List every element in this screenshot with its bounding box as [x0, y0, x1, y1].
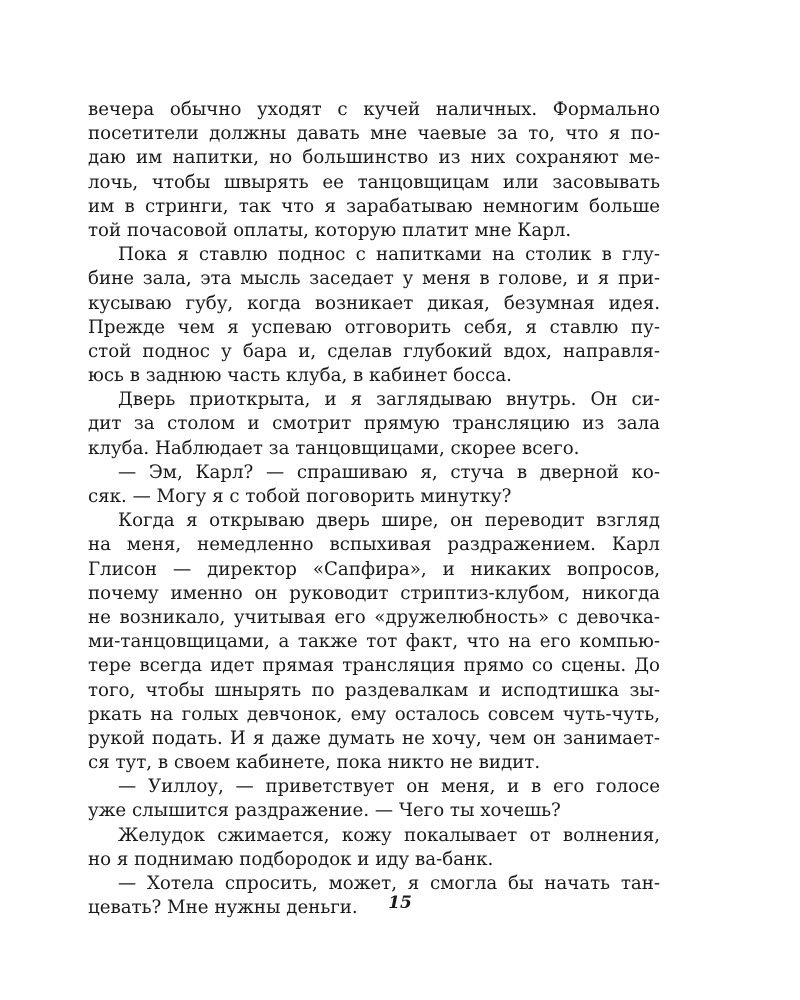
- text-line: на меня, немедленно вспыхивая раздражением. Карл: [88, 534, 660, 556]
- text-line: цевать? Мне нужны деньги.: [88, 897, 358, 919]
- text-line: рукой подать. И я даже думать не хочу, чем он занимает-: [88, 727, 660, 749]
- text-line: — Эм, Карл? — спрашиваю я, стуча в дверной ко-: [118, 461, 660, 483]
- text-line: посетители должны давать мне чаевые за то, что я по-: [88, 123, 660, 145]
- text-line: сяк. — Могу я с тобой поговорить минутку?: [88, 486, 512, 507]
- text-line: не возникало, учитывая его «дружелюбность» с девочка-: [88, 606, 660, 628]
- text-line: юсь в заднюю часть клуба, в кабинет босса.: [88, 365, 512, 387]
- text-line: бине зала, эта мысль заседает у меня в голове, и я при-: [88, 268, 660, 290]
- text-line: уже слышится раздражение. — Чего ты хочешь?: [88, 800, 561, 822]
- text-line: тере всегда идет прямая трансляция прямо со сцены. До: [88, 655, 660, 677]
- text-line: Глисон — директор «Сапфира», и никаких вопросов,: [88, 558, 660, 580]
- text-line: лочь, чтобы швырять ее танцовщицам или засовывать: [88, 171, 660, 193]
- text-line: Желудок сжимается, кожу покалывает от волнения,: [118, 824, 660, 846]
- text-line: даю им напитки, но большинство из них сохраняют ме-: [88, 147, 660, 169]
- body-text: [88, 98, 660, 920]
- text-line: Дверь приоткрыта, и я заглядываю внутрь. Он си-: [118, 389, 660, 411]
- text-line: вечера обычно уходят с кучей наличных. Формально: [88, 99, 660, 120]
- text-line: той почасовой оплаты, которую платит мне Карл.: [88, 219, 572, 241]
- text-line: ми-танцовщицами, а также тот факт, что на его компью-: [88, 631, 660, 653]
- text-line: ркать на голых девчонок, ему осталось совсем чуть-чуть,: [88, 703, 660, 725]
- text-line: им в стринги, так что я зарабатываю немногим больше: [88, 195, 660, 217]
- text-line: Прежде чем я успеваю отговорить себя, я ставлю пу-: [88, 316, 660, 338]
- text-line: того, чтобы шнырять по раздевалкам и исподтишка зы-: [88, 679, 660, 701]
- page-number: 15: [388, 893, 412, 913]
- text-line: но я поднимаю подбородок и иду ва-банк.: [88, 848, 494, 870]
- text-line: — Уиллоу, — приветствует он меня, и в его голосе: [118, 776, 660, 798]
- text-line: почему именно он руководит стриптиз-клубом, никогда: [88, 582, 660, 604]
- text-line: клуба. Наблюдает за танцовщицами, скорее всего.: [88, 437, 580, 459]
- text-line: стой поднос у бара и, сделав глубокий вдох, направля-: [88, 340, 660, 362]
- text-line: кусываю губу, когда возникает дикая, безумная идея.: [88, 292, 660, 314]
- text-line: — Хотела спросить, может, я смогла бы начать тан-: [118, 873, 660, 894]
- text-line: Пока я ставлю поднос с напитками на столик в глу-: [118, 244, 660, 266]
- text-line: дит за столом и смотрит прямую трансляцию из зала: [88, 413, 660, 435]
- text-line: ся тут, в своем кабинете, пока никто не видит.: [88, 752, 541, 774]
- text-line: Когда я открываю дверь шире, он переводит взгляд: [118, 510, 660, 532]
